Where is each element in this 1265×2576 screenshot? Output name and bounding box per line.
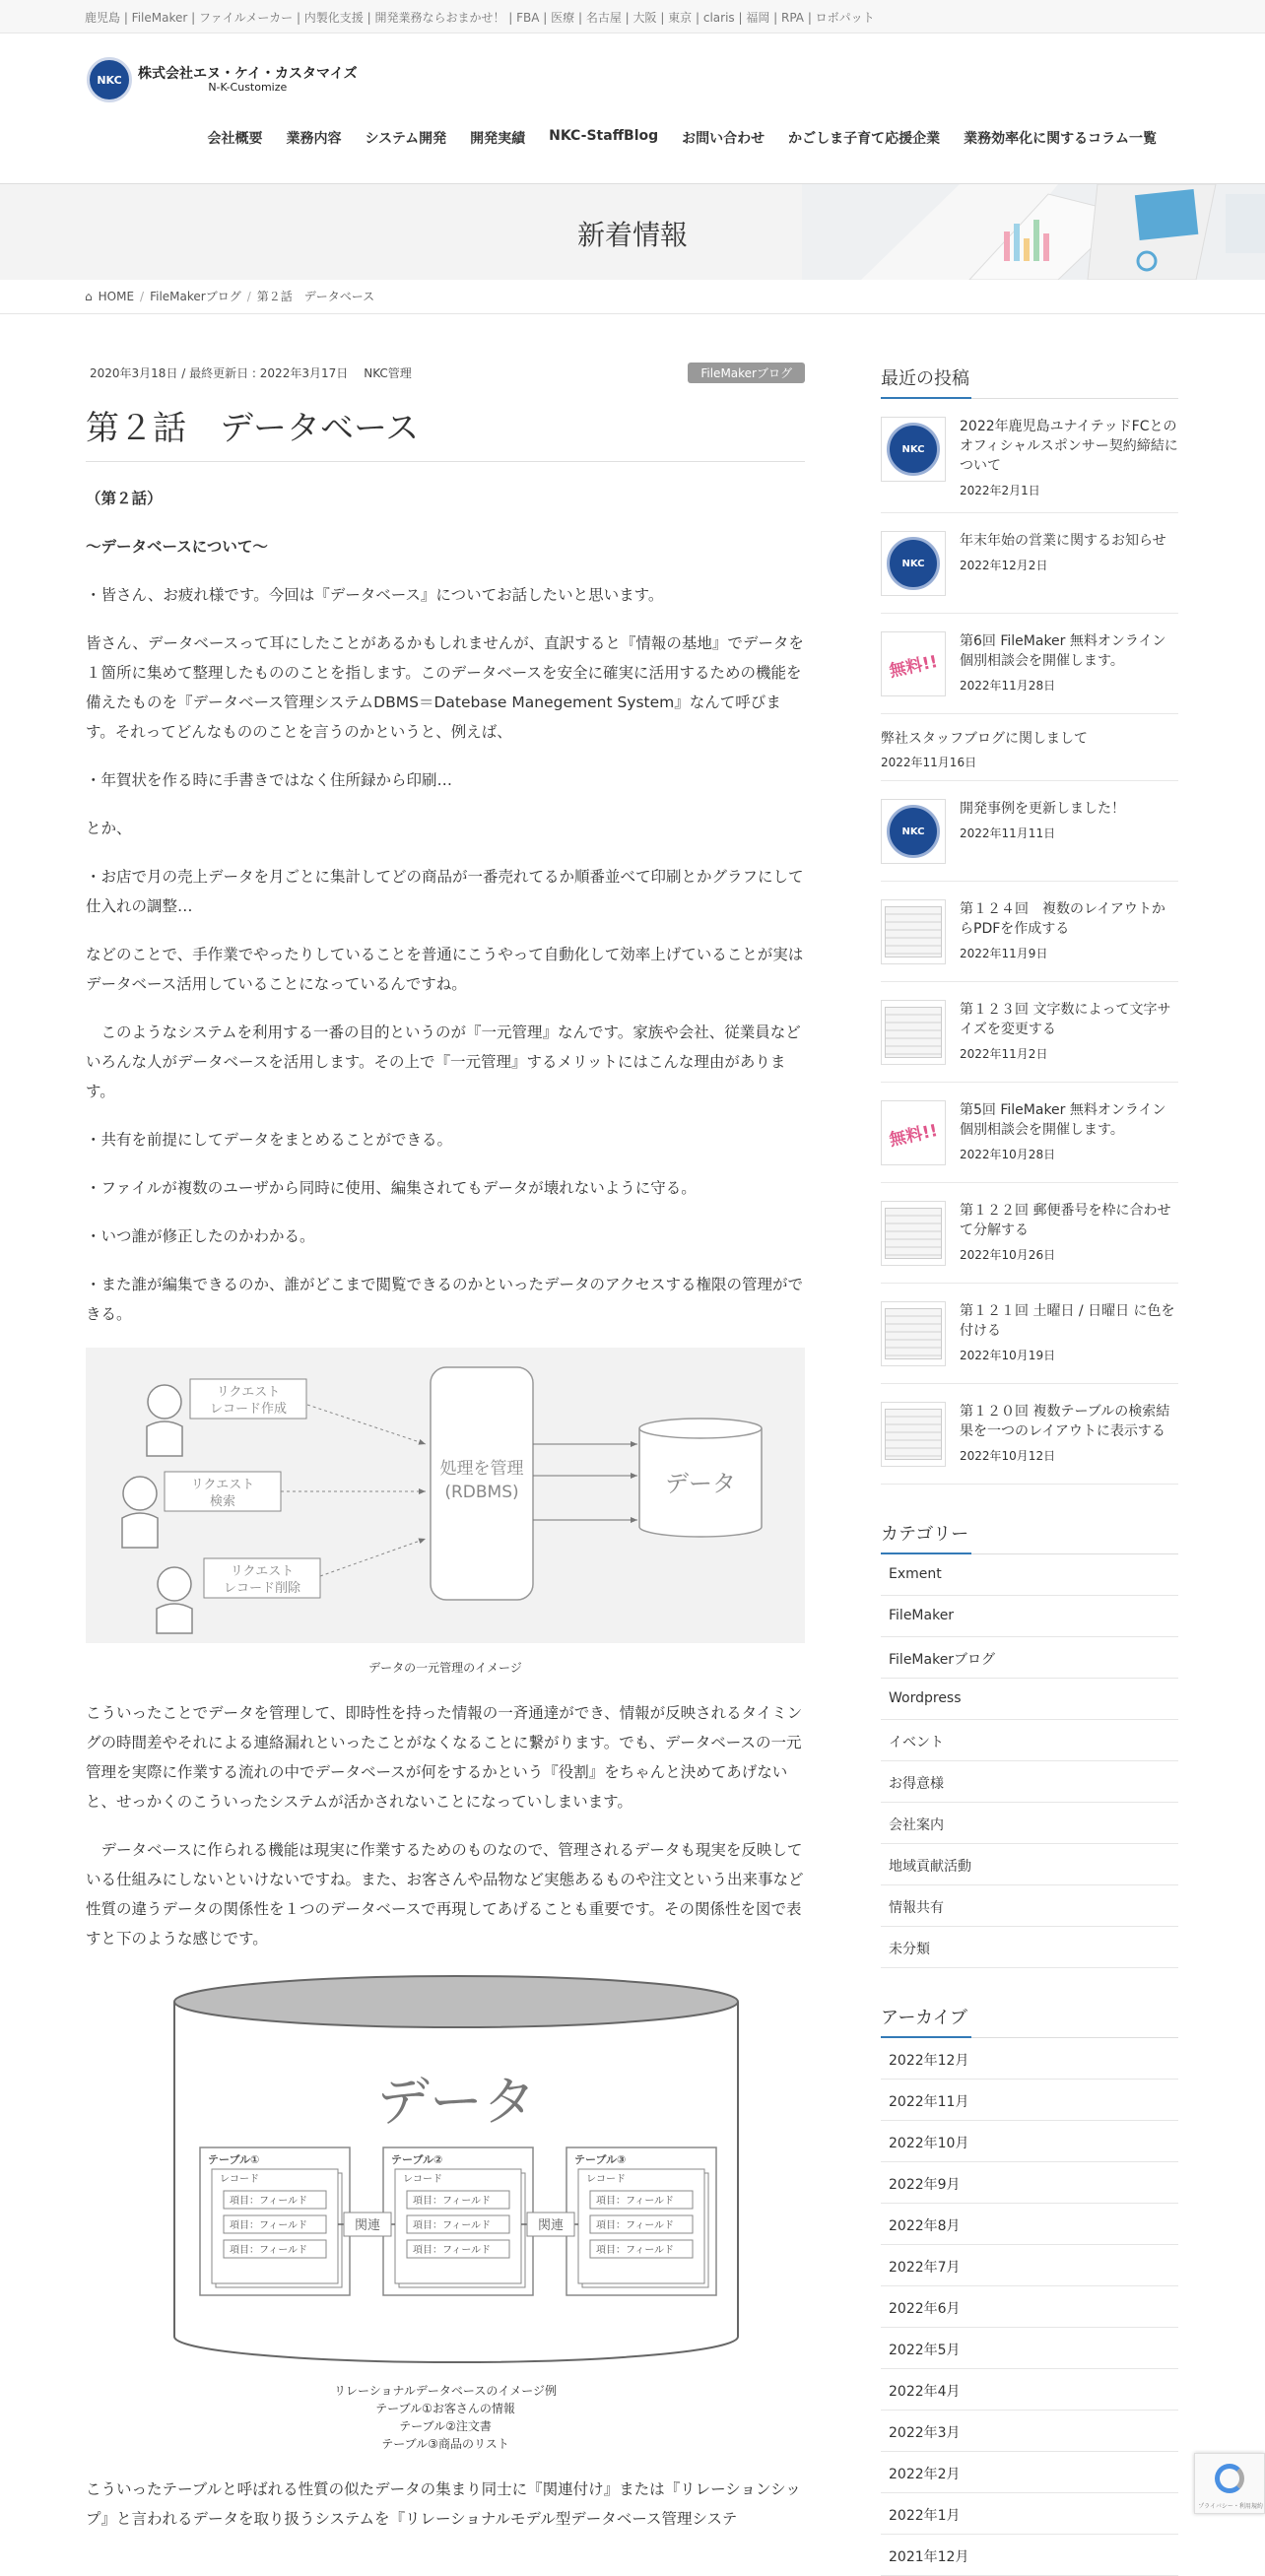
figure-caption: データの一元管理のイメージ	[368, 1661, 522, 1675]
archive-list	[881, 2038, 1178, 2576]
paragraph: （第２話）	[86, 490, 163, 507]
category-item[interactable]: イベント	[881, 1720, 1178, 1761]
recent-post-title[interactable]: 2022年鹿児島ユナイテッドFCとのオフィシャルスポンサー契約締結について	[960, 419, 1178, 474]
recent-post-title[interactable]: 第１２２回 郵便番号を枠に合わせて分解する	[960, 1203, 1171, 1238]
logo-company-name: 株式会社エヌ・ケイ・カスタマイズ	[138, 65, 358, 82]
recent-post-item[interactable]	[881, 1284, 1178, 1384]
nkc-logo-icon: NKC	[887, 537, 940, 590]
fig2-field: 項目：フィールド	[230, 2196, 307, 2207]
paragraph: データベースに作られる機能は現実に作業するためのものなので、管理されるデータも現実を反映している仕組みにしないといけないですね。また、お客さんや品物など実態あるものや注文という出来事など性質の違うデータの関係性を１つのデータベースで再現してあげることも重要です。その関係性を図で表すと下のような感じです。	[86, 1841, 804, 1948]
fig2-field: 項目：フィールド	[413, 2196, 491, 2207]
recent-post-date: 2022年11月28日	[960, 679, 1056, 693]
nav-staff-blog[interactable]: NKC-StaffBlog	[549, 128, 659, 144]
free-badge-icon: 無料!!	[888, 1120, 940, 1151]
paragraph: 皆さん、データベースって耳にしたことがあるかもしれませんが、直訳すると『情報の基地』でデータを１箇所に集めて整理したもののことを指します。このデータベースを安全に確実に活用するための機能を備えたものを『データベース管理システムDBMS＝Datebase Manegement System』なんて呼びます。それってどんなもののことを言うのかというと、例えば、	[86, 634, 804, 741]
category-item[interactable]: Exment	[881, 1554, 1178, 1596]
recent-post-title[interactable]: 第１２１回 土曜日 / 日曜日 に色を付ける	[960, 1303, 1175, 1339]
recent-post-item[interactable]	[881, 1183, 1178, 1284]
figure-caption	[86, 2382, 805, 2453]
paragraph: ・年賀状を作る時に手書きではなく住所録から印刷…	[86, 771, 453, 789]
screenshot-thumb-icon	[885, 1308, 942, 1359]
recent-post-thumb[interactable]	[881, 899, 946, 964]
home-icon: ⌂	[85, 289, 93, 303]
breadcrumb-category[interactable]: FileMakerブログ	[150, 290, 241, 303]
recent-post-title[interactable]: 第１２４回 複数のレイアウトからPDFを作成する	[960, 901, 1165, 937]
fig2-t3: テーブル③	[574, 2153, 627, 2166]
fig1-req3b: レコード削除	[223, 1581, 301, 1596]
recent-posts-list	[881, 399, 1178, 1485]
recaptcha-text: プライバシー・利用規約	[1198, 2503, 1263, 2510]
recent-post-thumb[interactable]	[881, 1301, 946, 1366]
recent-post-thumb[interactable]	[881, 631, 946, 696]
breadcrumb-current: 第２話 データベース	[256, 290, 375, 303]
recent-post-thumb[interactable]	[881, 1402, 946, 1467]
recaptcha-badge[interactable]	[1194, 2453, 1265, 2514]
category-item[interactable]: FileMakerブログ	[881, 1637, 1178, 1679]
nkc-logo-icon: NKC	[887, 423, 940, 476]
category-item[interactable]: 未分類	[881, 1927, 1178, 1968]
nav-system-dev[interactable]: システム開発	[365, 131, 447, 147]
fig2-field: 項目：フィールド	[230, 2220, 307, 2231]
fig1-req1a: リクエスト	[216, 1385, 281, 1400]
screenshot-thumb-icon	[885, 1007, 942, 1058]
recent-post-date: 2022年11月2日	[960, 1047, 1048, 1061]
archive-item[interactable]: 2022年3月	[881, 2411, 1178, 2452]
fig1-req2a: リクエスト	[190, 1478, 255, 1492]
fig2-field: 項目：フィールド	[596, 2245, 674, 2256]
recent-post-date: 2022年11月11日	[960, 826, 1056, 840]
recent-post-thumb[interactable]	[881, 531, 946, 596]
recent-post-item[interactable]	[881, 1083, 1178, 1183]
category-item[interactable]: 地域貢献活動	[881, 1844, 1178, 1885]
fig2-record: レコード	[586, 2174, 626, 2185]
fig2-link: 関連	[537, 2218, 565, 2233]
recent-post-item[interactable]	[881, 614, 1178, 714]
paragraph: ・ファイルが複数のユーザから同時に使用、編集されてもデータが壊れないように守る。	[86, 1179, 697, 1197]
recent-post-date: 2022年10月19日	[960, 1349, 1056, 1362]
fig2-record: レコード	[403, 2174, 442, 2185]
breadcrumb: ⌂ HOME / FileMakerブログ / 第２話 データベース	[85, 289, 375, 303]
category-item[interactable]: Wordpress	[881, 1679, 1178, 1720]
paragraph: などのことで、手作業でやったりしていることを普通にこうやって自動化して効率上げていることが実はデータベース活用していることになっているんですね。	[86, 946, 804, 993]
recent-post-item[interactable]	[881, 714, 1178, 781]
archive-item[interactable]: 2022年6月	[881, 2286, 1178, 2328]
screenshot-thumb-icon	[885, 1208, 942, 1259]
fig2-cap1: リレーショナルデータベースのイメージ例	[334, 2384, 557, 2398]
post-author: NKC管理	[364, 366, 412, 380]
post-category-badge[interactable]: FileMakerブログ	[688, 363, 805, 383]
recent-post-thumb[interactable]	[881, 417, 946, 482]
recent-post-date: 2022年10月26日	[960, 1248, 1056, 1262]
category-item[interactable]: お得意様	[881, 1761, 1178, 1803]
recent-post-thumb[interactable]	[881, 799, 946, 864]
archive-item[interactable]: 2022年8月	[881, 2204, 1178, 2245]
fig2-link: 関連	[354, 2218, 381, 2233]
recent-posts-heading: 最近の投稿	[881, 364, 1178, 399]
fig2-cap4: テーブル③商品のリスト	[381, 2437, 509, 2451]
fig1-req3a: リクエスト	[230, 1564, 295, 1579]
screenshot-thumb-icon	[885, 1409, 942, 1460]
recent-post-item[interactable]	[881, 982, 1178, 1083]
paragraph: ・共有を前提にしてデータをまとめることができる。	[86, 1131, 453, 1149]
logo-mark: NKC	[87, 57, 132, 102]
paragraph: このようなシステムを利用する一番の目的というのが『一元管理』なんです。家族や会社、従業員などいろんな人がデータベースを活用します。その上で『一元管理』するメリットにはこんな理由があります。	[86, 1024, 801, 1100]
recent-post-title[interactable]: 年末年始の営業に関するお知らせ	[960, 533, 1166, 549]
recent-post-date: 2022年12月2日	[960, 559, 1048, 572]
figure-relational	[86, 1972, 805, 2376]
post-content	[86, 364, 805, 2552]
archive-item[interactable]: 2022年9月	[881, 2162, 1178, 2204]
nav-columns[interactable]: 業務効率化に関するコラム一覧	[964, 131, 1157, 147]
fig2-field: 項目：フィールド	[596, 2196, 674, 2207]
recent-post-item[interactable]	[881, 781, 1178, 882]
paragraph: とか、	[86, 820, 132, 837]
recent-post-date: 2022年10月12日	[960, 1449, 1056, 1463]
top-keywords: 鹿児島 | FileMaker | ファイルメーカー | 内製化支援 | 開発業務ならおまかせ！ | FBA | 医療 | 名古屋 | 大阪 | 東京 | claris | 福岡 | RPA | ロボパット	[85, 11, 875, 25]
recent-post-title[interactable]: 弊社スタッフブログに関しまして	[881, 731, 1088, 747]
recent-post-thumb[interactable]	[881, 1201, 946, 1266]
fig2-field: 項目：フィールド	[596, 2220, 674, 2231]
breadcrumb-home[interactable]: HOME	[98, 289, 135, 303]
archive-item[interactable]: 2022年2月	[881, 2452, 1178, 2493]
fig2-field: 項目：フィールド	[413, 2245, 491, 2256]
paragraph: ・また誰が編集できるのか、誰がどこまで閲覧できるのかといったデータのアクセスする権限の管理ができる。	[86, 1276, 804, 1323]
logo-english-name: N-K-Customize	[208, 80, 288, 94]
post-date: 2020年3月18日 / 最終更新日 : 2022年3月17日	[90, 366, 349, 380]
fig2-title: データ	[376, 2071, 536, 2133]
archive-heading: アーカイブ	[881, 2004, 1178, 2038]
recent-post-item[interactable]	[881, 1384, 1178, 1485]
fig2-cap2: テーブル①お客さんの情報	[375, 2402, 515, 2415]
nav-company[interactable]: 会社概要	[207, 131, 263, 147]
fig1-mgr2: (RDBMS)	[444, 1483, 519, 1502]
recent-post-date: 2022年11月9日	[960, 947, 1048, 960]
fig1-req2b: 検索	[209, 1494, 236, 1509]
archive-item[interactable]: 2021年12月	[881, 2535, 1178, 2576]
figure-rdbms	[86, 1348, 805, 1653]
paragraph: ・いつ誰が修正したのかわかる。	[86, 1227, 315, 1245]
paragraph: ・皆さん、お疲れ様です。今回は『データベース』についてお話したいと思います。	[86, 586, 664, 604]
recent-post-date: 2022年2月1日	[960, 484, 1040, 497]
recent-post-title[interactable]: 第5回 FileMaker 無料オンライン個別相談会を開催します。	[960, 1102, 1166, 1138]
site-header	[0, 33, 1265, 184]
fig2-t1: テーブル①	[208, 2153, 260, 2166]
nav-services[interactable]: 業務内容	[286, 131, 342, 147]
recaptcha-icon	[1215, 2464, 1244, 2493]
main-nav	[196, 128, 1168, 148]
recent-post-title[interactable]: 第１２０回 複数テーブルの検索結果を一つのレイアウトに表示する	[960, 1404, 1170, 1439]
nav-works[interactable]: 開発実績	[470, 131, 526, 147]
screenshot-thumb-icon	[885, 906, 942, 958]
paragraph: こういったテーブルと呼ばれる性質の似たデータの集まり同士に『関連付け』または『リレーションシップ』と言われるデータを取り扱うシステムを『リレーショナルモデル型データベース管理システ	[86, 2480, 801, 2528]
site-logo[interactable]	[87, 57, 358, 102]
fig2-t2: テーブル②	[391, 2153, 443, 2166]
category-item[interactable]: FileMaker	[881, 1596, 1178, 1637]
fig2-field: 項目：フィールド	[413, 2220, 491, 2231]
paragraph: ・お店で月の売上データを月ごとに集計してどの商品が一番売れてるか順番並べて印刷とかグラフにして仕入れの調整…	[86, 868, 804, 915]
free-badge-icon: 無料!!	[888, 651, 940, 682]
fig2-field: 項目：フィールド	[230, 2245, 307, 2256]
fig1-req1b: レコード作成	[209, 1402, 288, 1417]
post-body	[86, 484, 805, 2534]
nkc-logo-icon: NKC	[887, 805, 940, 858]
recent-post-title[interactable]: 開発事例を更新しました！	[960, 801, 1125, 817]
page-title: 新着情報	[576, 219, 688, 251]
recent-post-thumb[interactable]	[881, 1100, 946, 1165]
paragraph: 〜データベースについて〜	[86, 538, 268, 556]
top-info-bar	[0, 0, 1265, 33]
category-list	[881, 1554, 1178, 1968]
fig2-record: レコード	[220, 2174, 259, 2185]
category-item[interactable]: 会社案内	[881, 1803, 1178, 1844]
fig1-mgr1: 処理を管理	[439, 1459, 524, 1479]
category-heading: カテゴリー	[881, 1520, 1178, 1554]
archive-item[interactable]: 2022年11月	[881, 2080, 1178, 2121]
paragraph: こういったことでデータを管理して、即時性を持った情報の一斉通達ができ、情報が反映されるタイミングの時間差やそれによる連絡漏れといったことがなくなることに繋がります。でも、データベースの一元管理を実際に作業する流れの中でデータベースが何をするかという『役割』をちゃんと決めてあげないと、せっかくのこういったシステムが活かされないことになっていしまいます。	[86, 1704, 803, 1811]
recent-post-item[interactable]	[881, 882, 1178, 982]
archive-item[interactable]: 2022年4月	[881, 2369, 1178, 2411]
nav-kosodate[interactable]: かごしま子育て応援企業	[788, 131, 941, 147]
category-item[interactable]: 情報共有	[881, 1885, 1178, 1927]
nav-contact[interactable]: お問い合わせ	[682, 131, 766, 147]
recent-post-date: 2022年10月28日	[960, 1148, 1056, 1161]
recent-post-title[interactable]: 第１２３回 文字数によって文字サイズを変更する	[960, 1002, 1171, 1037]
post-title: 第２話 データベース	[86, 401, 805, 462]
recent-post-date: 2022年11月16日	[881, 756, 977, 769]
fig1-data: データ	[665, 1470, 736, 1497]
archive-item[interactable]: 2022年10月	[881, 2121, 1178, 2162]
recent-post-thumb[interactable]	[881, 1000, 946, 1065]
archive-item[interactable]: 2022年1月	[881, 2493, 1178, 2535]
archive-item[interactable]: 2022年5月	[881, 2328, 1178, 2369]
archive-item[interactable]: 2022年12月	[881, 2038, 1178, 2080]
sidebar	[881, 364, 1178, 2576]
fig2-cap3: テーブル②注文書	[399, 2419, 492, 2433]
recent-post-item[interactable]	[881, 399, 1178, 513]
recent-post-item[interactable]	[881, 513, 1178, 614]
archive-item[interactable]: 2022年7月	[881, 2245, 1178, 2286]
recent-post-title[interactable]: 第6回 FileMaker 無料オンライン個別相談会を開催します。	[960, 633, 1166, 669]
page-hero	[0, 184, 1265, 280]
